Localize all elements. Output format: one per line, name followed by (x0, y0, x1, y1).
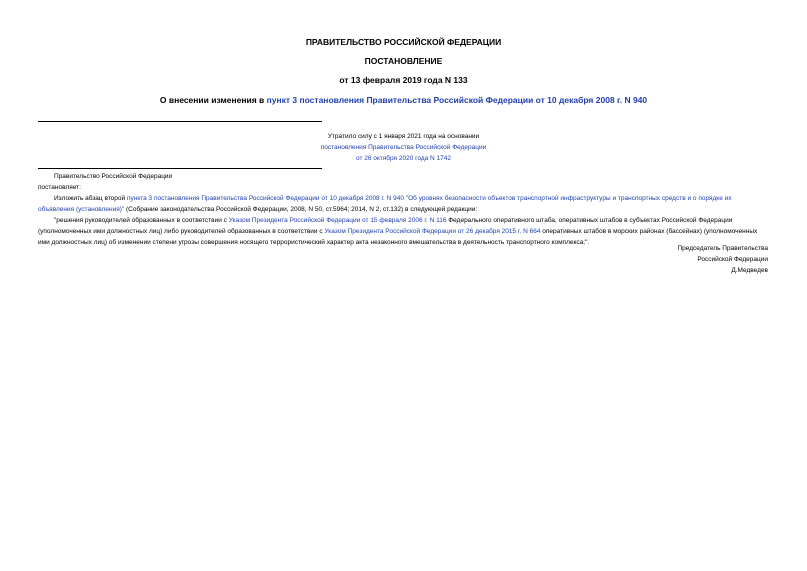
wording-text-a: "решения руководителей образованных в соответствии с (54, 217, 229, 224)
signature-name: Д.Медведев (731, 267, 768, 274)
signature-title-2: Российской Федерации (697, 256, 768, 263)
document-title (0, 95, 807, 105)
issuer-heading: ПРАВИТЕЛЬСТВО РОССИЙСКОЙ ФЕДЕРАЦИИ (305, 37, 502, 47)
document-type: ПОСТАНОВЛЕНИЕ (364, 56, 443, 66)
status-note (0, 131, 807, 164)
divider-top (38, 121, 322, 122)
wording-text-c: оперативных штабов в морских районах (бассейнах) (уполномоченных ими должностных лиц) об изменении степени угрозы совершения носящего террористический характер акта незаконного вмешательства в деятельность транспортного комплекса;". (38, 228, 758, 246)
status-line: Утратило силу с 1 января 2021 года на основании (327, 133, 480, 140)
decree-link-664[interactable]: Указом Президента Российской Федерации от 26 декабря 2015 г. N 664 (324, 228, 541, 235)
status-link-1[interactable]: постановления Правительства Российской Федерации (320, 144, 487, 151)
amend-link[interactable]: пункта 3 постановления Правительства Российской Федерации от 10 декабря 2008 г. N 940 "Об уровнях безопасности объектов транспортной инфраструктуры и транспортных средств и о порядке их объявления (установления)" (38, 195, 732, 213)
title-prefix: О внесении изменения в (159, 95, 267, 105)
amend-text-a: Изложить абзац второй (54, 195, 127, 202)
document-body (38, 171, 768, 248)
body-paragraph-new-wording (38, 215, 768, 248)
wording-text-b: Федерального оперативного штаба, оперативных штабов в субъектах Российской Федерации (уполномоченных ими должностных лиц) либо руководителей образованных в соответствии с (38, 217, 733, 235)
divider-bottom (38, 168, 322, 169)
signature-title-1: Председатель Правительства (677, 245, 768, 252)
title-link[interactable]: пункт 3 постановления Правительства Российской Федерации от 10 декабря 2008 г. N 940 (266, 95, 648, 105)
document-date: от 13 февраля 2019 года N 133 (339, 75, 468, 85)
status-link-2[interactable]: от 26 октября 2020 года N 1742 (355, 155, 452, 162)
amend-text-b: (Собрание законодательства Российской Федерации, 2008, N 50, ст.5964; 2014, N 2, ст.132) в следующей редакции: (124, 206, 478, 213)
body-government: Правительство Российской Федерации (54, 173, 173, 180)
decree-link-116[interactable]: Указом Президента Российской Федерации от 15 февраля 2006 г. N 116 (228, 217, 447, 224)
body-resolves: постановляет: (38, 184, 81, 191)
signature-block (677, 243, 768, 276)
body-paragraph-amend (38, 193, 768, 215)
